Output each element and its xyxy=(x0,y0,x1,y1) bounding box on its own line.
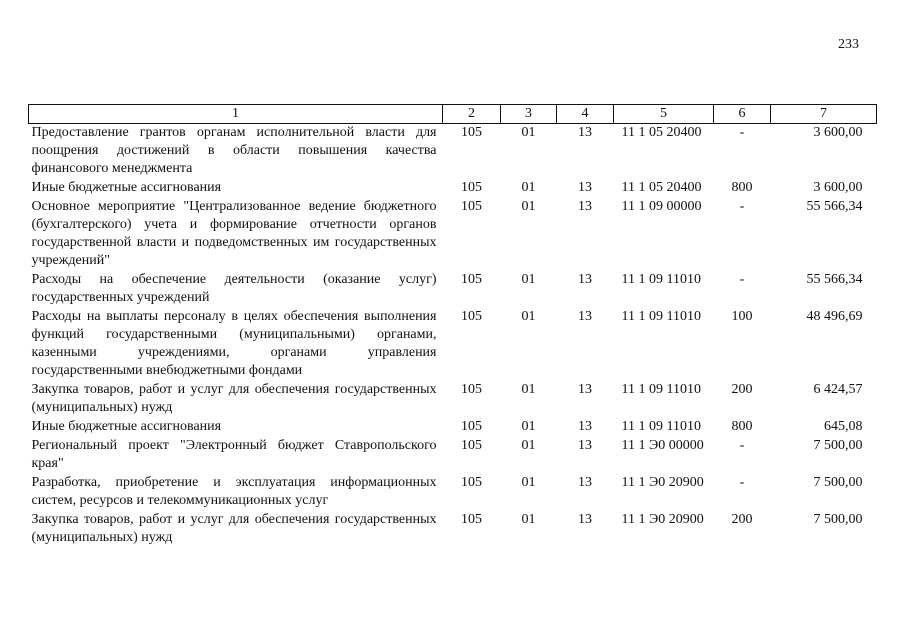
section-code: 01 xyxy=(521,180,536,195)
target-article-code: 11 1 09 11010 xyxy=(621,419,701,434)
ministry-code: 105 xyxy=(461,512,482,527)
ministry-code: 105 xyxy=(461,199,482,214)
subsection-code: 13 xyxy=(578,475,592,490)
table-row xyxy=(29,179,877,198)
column-header-1: 1 xyxy=(29,105,443,124)
expense-name: Основное мероприятие "Централизованное ведение бюджетного (бухгалтерского) учета и формирование отчетности органов государственной власти и подведомственных им государственных учреждений" xyxy=(31,199,437,268)
subsection-code: 13 xyxy=(578,199,592,214)
amount: 7 500,00 xyxy=(813,475,863,490)
expense-type-code: 100 xyxy=(731,309,753,324)
table-row xyxy=(29,198,877,271)
target-article-code: 11 1 Э0 00000 xyxy=(621,438,704,453)
ministry-code: 105 xyxy=(461,309,482,324)
amount: 645,08 xyxy=(824,419,863,434)
expense-type-code: 800 xyxy=(731,180,753,195)
ministry-code: 105 xyxy=(461,419,482,434)
ministry-code: 105 xyxy=(461,125,482,140)
expense-name: Расходы на выплаты персоналу в целях обеспечения выполнения функций государственными (муниципальными) органами, казенными учреждениями, органами управления государственными внебюджетными фондами xyxy=(31,309,437,378)
subsection-code: 13 xyxy=(578,382,592,397)
table-row xyxy=(29,474,877,511)
table-row xyxy=(29,511,877,548)
page-number: 233 xyxy=(838,37,859,52)
target-article-code: 11 1 09 00000 xyxy=(621,199,702,214)
expense-name: Предоставление грантов органам исполнительной власти для поощрения достижений в области повышения качества финансового менеджмента xyxy=(31,125,437,176)
target-article-code: 11 1 05 20400 xyxy=(621,125,702,140)
target-article-code: 11 1 05 20400 xyxy=(621,180,702,195)
target-article-code: 11 1 Э0 20900 xyxy=(621,512,704,527)
subsection-code: 13 xyxy=(578,125,592,140)
target-article-code: 11 1 09 11010 xyxy=(621,309,701,324)
target-article-code: 11 1 09 11010 xyxy=(621,382,701,397)
subsection-code: 13 xyxy=(578,180,592,195)
column-header-7: 7 xyxy=(771,105,877,124)
column-number-row xyxy=(29,105,877,124)
target-article-code: 11 1 Э0 20900 xyxy=(621,475,704,490)
expense-type-code: - xyxy=(739,438,745,453)
column-header-5: 5 xyxy=(614,105,714,124)
budget-table xyxy=(28,104,877,548)
column-header-6: 6 xyxy=(714,105,771,124)
subsection-code: 13 xyxy=(578,512,592,527)
expense-name: Расходы на обеспечение деятельности (оказание услуг) государственных учреждений xyxy=(31,272,437,305)
section-code: 01 xyxy=(521,272,536,287)
expense-type-code: - xyxy=(739,125,745,140)
amount: 7 500,00 xyxy=(813,438,863,453)
expense-name: Иные бюджетные ассигнования xyxy=(31,419,222,434)
expense-type-code: 200 xyxy=(731,382,753,397)
subsection-code: 13 xyxy=(578,272,592,287)
section-code: 01 xyxy=(521,438,536,453)
expense-type-code: - xyxy=(739,475,745,490)
column-header-4: 4 xyxy=(557,105,614,124)
expense-name: Региональный проект "Электронный бюджет Ставропольского края" xyxy=(31,438,437,471)
subsection-code: 13 xyxy=(578,419,592,434)
expense-type-code: 200 xyxy=(731,512,753,527)
amount: 3 600,00 xyxy=(813,180,863,195)
section-code: 01 xyxy=(521,419,536,434)
section-code: 01 xyxy=(521,199,536,214)
section-code: 01 xyxy=(521,125,536,140)
table-row xyxy=(29,381,877,418)
column-header-2: 2 xyxy=(443,105,501,124)
section-code: 01 xyxy=(521,382,536,397)
amount: 7 500,00 xyxy=(813,512,863,527)
expense-name: Иные бюджетные ассигнования xyxy=(31,180,222,195)
target-article-code: 11 1 09 11010 xyxy=(621,272,701,287)
amount: 6 424,57 xyxy=(813,382,863,397)
expense-type-code: - xyxy=(739,272,745,287)
expense-name: Закупка товаров, работ и услуг для обеспечения государственных (муниципальных) нужд xyxy=(31,382,437,415)
subsection-code: 13 xyxy=(578,309,592,324)
table-row xyxy=(29,418,877,437)
table-row xyxy=(29,308,877,381)
table-row xyxy=(29,124,877,180)
table-row xyxy=(29,437,877,474)
ministry-code: 105 xyxy=(461,180,482,195)
section-code: 01 xyxy=(521,475,536,490)
amount: 55 566,34 xyxy=(806,199,863,214)
expense-name: Разработка, приобретение и эксплуатация информационных систем, ресурсов и телекоммуникационных услуг xyxy=(31,475,437,508)
ministry-code: 105 xyxy=(461,475,482,490)
amount: 48 496,69 xyxy=(806,309,863,324)
subsection-code: 13 xyxy=(578,438,592,453)
table-row xyxy=(29,271,877,308)
expense-type-code: 800 xyxy=(731,419,753,434)
expense-name: Закупка товаров, работ и услуг для обеспечения государственных (муниципальных) нужд xyxy=(31,512,437,545)
ministry-code: 105 xyxy=(461,382,482,397)
amount: 3 600,00 xyxy=(813,125,863,140)
ministry-code: 105 xyxy=(461,438,482,453)
column-header-3: 3 xyxy=(501,105,557,124)
expense-type-code: - xyxy=(739,199,745,214)
section-code: 01 xyxy=(521,309,536,324)
ministry-code: 105 xyxy=(461,272,482,287)
amount: 55 566,34 xyxy=(806,272,863,287)
section-code: 01 xyxy=(521,512,536,527)
